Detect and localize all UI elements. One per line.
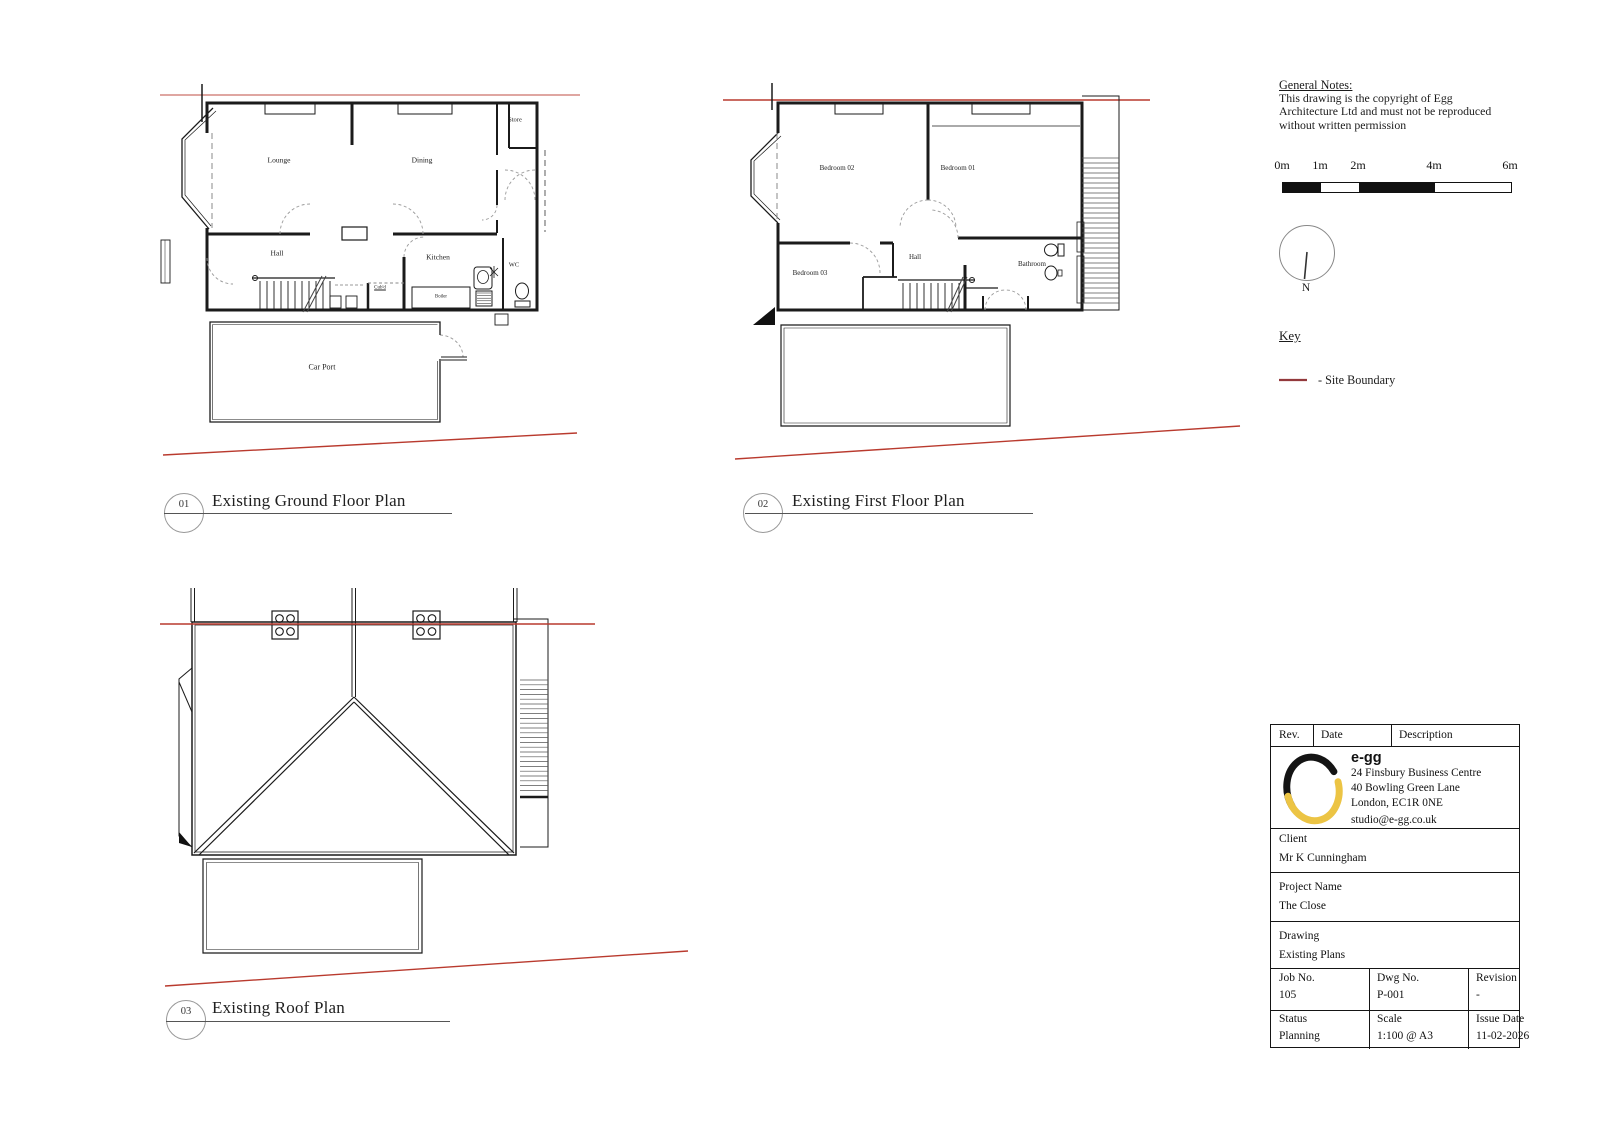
general-notes-title: General Notes: (1279, 78, 1353, 92)
address-line-1: 24 Finsbury Business Centre (1351, 767, 1482, 779)
room-label-store: Store (508, 116, 522, 124)
room-label-cubd: Cub'd (374, 285, 386, 291)
scale-bar-strip (1282, 182, 1512, 193)
room-label-boiler: Boiler (435, 294, 447, 300)
project-row (1271, 873, 1519, 922)
address-line-3: London, EC1R 0NE (1351, 797, 1443, 809)
drawing-label: Drawing (1279, 930, 1320, 942)
status-label: Status (1279, 1013, 1308, 1025)
issue-date-label: Issue Date (1476, 1013, 1525, 1025)
room-label-hall-ff: Hall (908, 253, 922, 261)
revision-header-row (1271, 725, 1519, 747)
company-block (1271, 747, 1519, 829)
company-address (1351, 766, 1481, 828)
scale-label-1m: 1m (1312, 158, 1328, 172)
site-boundary-swatch (1279, 376, 1309, 384)
plan-number-01: 01 (178, 499, 190, 510)
plan-title-underline-01 (164, 513, 452, 514)
company-email: studio@e-gg.co.uk (1351, 814, 1437, 826)
job-value: 105 (1279, 989, 1297, 1001)
room-label-bathroom: Bathroom (1018, 260, 1046, 268)
drawing-value: Existing Plans (1279, 949, 1346, 961)
project-value: The Close (1279, 900, 1326, 912)
title-block (1270, 724, 1530, 1048)
project-label: Project Name (1279, 881, 1342, 893)
roof-plan-drawing (155, 580, 715, 1040)
dwg-value: P-001 (1377, 989, 1405, 1001)
job-row (1271, 969, 1519, 1011)
scale-label: Scale (1377, 1013, 1402, 1025)
address-line-2: 40 Bowling Green Lane (1351, 782, 1460, 794)
date-header: Date (1321, 729, 1343, 741)
client-value: Mr K Cunningham (1279, 852, 1367, 864)
plan-title-ground: Existing Ground Floor Plan (212, 491, 406, 510)
room-label-bedroom02: Bedroom 02 (819, 164, 855, 172)
room-label-dining: Dining (411, 155, 433, 165)
key-title: Key (1279, 328, 1301, 343)
plan-number-02: 02 (757, 499, 769, 510)
company-name: e-gg (1351, 750, 1382, 766)
scale-label-0m: 0m (1274, 158, 1290, 172)
scale-label-2m: 2m (1350, 158, 1366, 172)
room-label-bedroom01: Bedroom 01 (940, 164, 976, 172)
revision-label: Revision (1476, 972, 1517, 984)
status-row (1271, 1011, 1530, 1049)
scale-bar (1274, 158, 1518, 194)
room-label-wc: WC (508, 261, 520, 269)
room-label-lounge: Lounge (267, 155, 291, 165)
plan-number-03: 03 (180, 1006, 192, 1017)
room-label-kitchen: Kitchen (426, 252, 450, 262)
north-arrow (1279, 225, 1335, 281)
rev-header: Rev. (1279, 729, 1300, 741)
drawing-row (1271, 922, 1519, 969)
status-value: Planning (1279, 1030, 1320, 1042)
job-label: Job No. (1279, 972, 1315, 984)
dwg-label: Dwg No. (1377, 972, 1420, 984)
plan-title-first: Existing First Floor Plan (792, 491, 965, 510)
general-notes-body: This drawing is the copyright of Egg Architecture Ltd and must not be reproduced without written permission (1279, 91, 1492, 132)
scale-label-6m: 6m (1502, 158, 1518, 172)
ground-floor-plan-drawing (150, 78, 600, 470)
room-label-carport: Car Port (308, 362, 336, 372)
client-row (1271, 829, 1519, 873)
plan-title-roof: Existing Roof Plan (212, 998, 345, 1017)
room-label-hall-gf: Hall (270, 248, 284, 258)
revision-value: - (1476, 989, 1480, 1001)
issue-date-value: 11-02-2026 (1476, 1030, 1530, 1042)
description-header: Description (1399, 729, 1453, 741)
egg-logo-icon (1281, 749, 1345, 827)
plan-title-underline-02 (745, 513, 1033, 514)
client-label: Client (1279, 833, 1308, 845)
scale-label-4m: 4m (1426, 158, 1442, 172)
room-label-bedroom03: Bedroom 03 (792, 269, 828, 277)
north-label: N (1301, 282, 1311, 294)
key-item-site-boundary: - Site Boundary (1318, 373, 1396, 387)
plan-title-underline-03 (166, 1021, 450, 1022)
north-needle-icon (1280, 226, 1334, 280)
scale-value: 1:100 @ A3 (1377, 1030, 1433, 1042)
